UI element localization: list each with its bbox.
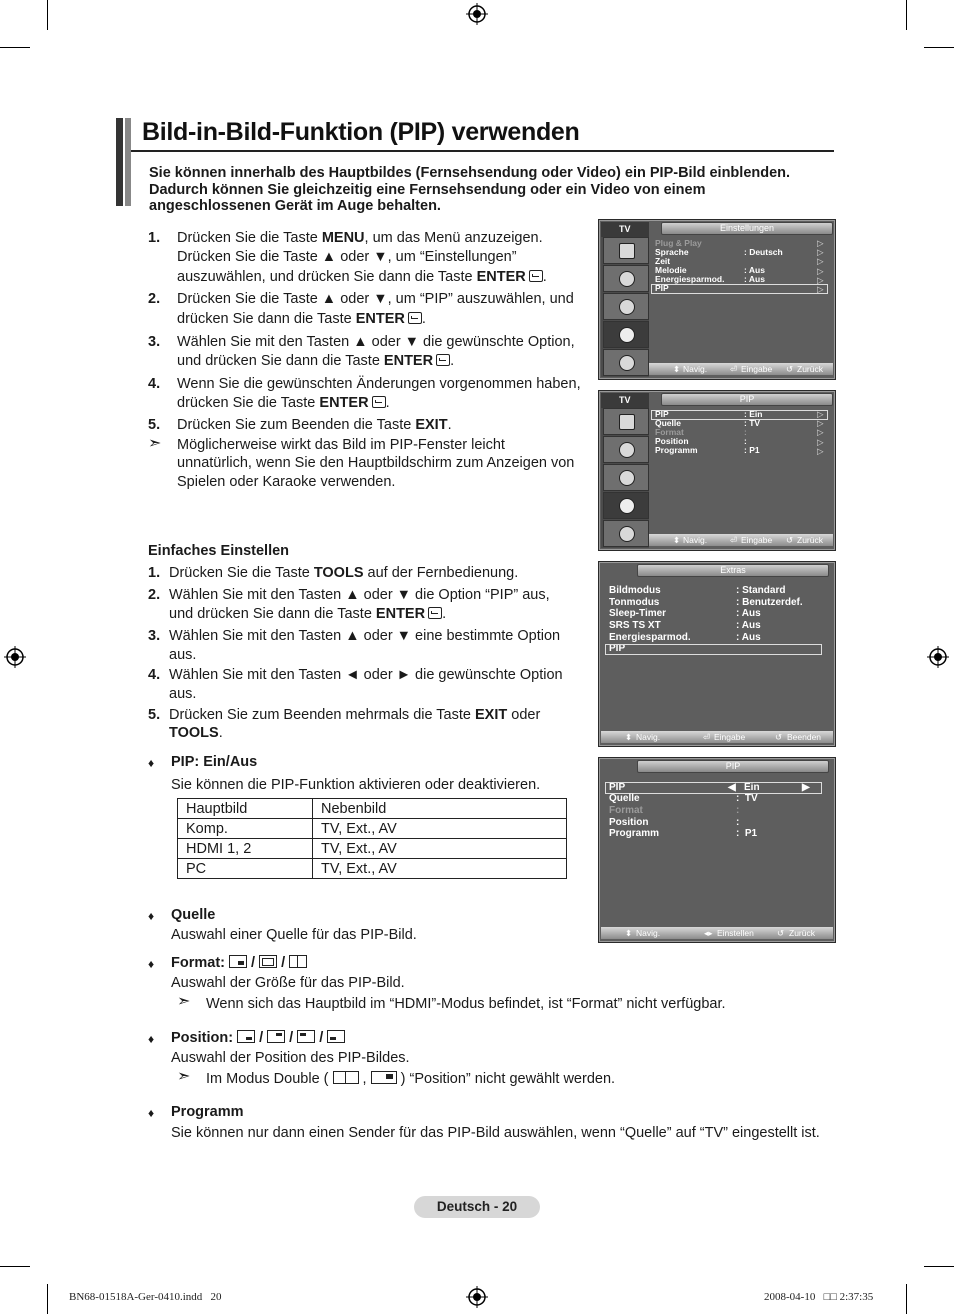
osd-row-value: : Aus — [736, 632, 761, 643]
quelle-text: Auswahl einer Quelle für das PIP-Bild. — [171, 927, 417, 943]
key-name: MENU — [321, 230, 365, 246]
osd-row-value: : Deutsch — [744, 247, 783, 257]
key-name: TOOLS — [169, 725, 219, 741]
osd-row-value: : Aus — [736, 608, 761, 619]
step-text: Drücken Sie die Taste — [177, 230, 322, 246]
input-menu-icon — [603, 349, 649, 376]
position-top-right-icon — [267, 1030, 285, 1043]
step-text: auf der Fernbedienung. — [363, 565, 519, 581]
registration-mark-icon — [466, 1286, 488, 1308]
osd-row-value: : Aus — [744, 265, 765, 275]
easy-step-5: 5. Drücken Sie zum Beenden mehrmals die Taste EXIT oder TOOLS. — [148, 707, 541, 741]
source-table — [177, 798, 567, 879]
osd-row-value: : — [744, 427, 747, 437]
format-heading: Format: / / — [171, 955, 307, 971]
step-text: Wählen Sie mit den Tasten ▲ oder ▼ die Option “PIP” aus, — [169, 587, 550, 603]
osd-row-value: : TV — [736, 793, 758, 804]
step-text: Wählen Sie mit den Tasten ▲ oder ▼ die gewünschte Option, — [177, 334, 575, 350]
print-slug-right: 2008-04-10 □□ 2:37:35 — [764, 1291, 874, 1303]
key-name: ENTER — [375, 606, 426, 622]
registration-mark-icon — [4, 646, 26, 668]
step-text: drücken Sie die Taste — [177, 395, 320, 411]
note-arrow-icon: ➣ — [148, 435, 162, 452]
key-name: TOOLS — [313, 565, 364, 581]
enter-icon: ⏎ — [730, 364, 738, 374]
osd-row-label: Sprache — [655, 247, 689, 257]
registration-mark-icon — [927, 646, 949, 668]
osd-row-value: : P1 — [744, 445, 760, 455]
osd-row-label: Quelle — [609, 793, 640, 804]
osd-header: PIP — [637, 760, 829, 773]
step-number: 5. — [148, 417, 161, 433]
step-text: , um das Menü anzuzeigen. — [364, 230, 543, 246]
return-icon: ↺ — [775, 732, 783, 742]
osd-row-value: : — [736, 817, 740, 828]
step-number: 1. — [148, 565, 161, 581]
osd-row — [655, 445, 760, 456]
osd-row-label: PIP — [609, 782, 626, 793]
table-cell: PC — [178, 859, 313, 879]
easy-step-4 — [148, 666, 588, 706]
osd-footer-back: Beenden — [787, 732, 822, 742]
programm-text: Sie können nur dann einen Sender für das PIP-Bild auswählen, wenn “Quelle” auf “TV” eingestellt ist. — [171, 1125, 820, 1141]
easy-step-1 — [148, 564, 588, 584]
left-right-icon: ◂▸ — [704, 928, 713, 938]
setup-menu-icon — [603, 492, 649, 519]
step-2: 2. Drücken Sie die Taste ▲ oder ▼, um “PIP” auszuwählen, und drücken Sie dann die Taste ENTER . — [148, 291, 574, 327]
double-mode-icon — [371, 1071, 397, 1084]
position-top-left-icon — [297, 1030, 315, 1043]
note-arrow-icon: ➣ — [177, 993, 191, 1010]
table-cell: Komp. — [178, 819, 313, 839]
step-5 — [148, 416, 588, 436]
nav-icon: ⬍ — [673, 364, 681, 374]
osd-row-label: PIP — [609, 643, 626, 654]
step-text: auszuwählen, und drücken Sie dann die Taste — [177, 269, 477, 285]
nav-icon: ⬍ — [625, 928, 633, 938]
osd-footer-back: Zurück — [789, 928, 815, 938]
osd-pip-menu — [598, 390, 836, 551]
step-text: Wählen Sie mit den Tasten ◄ oder ► die gewünschte Option — [169, 667, 563, 683]
osd-row-label: Programm — [655, 445, 698, 455]
channel-menu-icon — [603, 464, 649, 491]
osd-footer — [649, 534, 833, 546]
title-rule — [131, 150, 834, 152]
step-text: Drücken Sie die Taste — [169, 565, 314, 581]
table-cell: TV, Ext., AV — [313, 819, 567, 839]
osd-row — [609, 620, 761, 632]
note-1 — [148, 436, 593, 496]
picture-menu-icon — [603, 237, 649, 264]
step-text: aus. — [169, 686, 197, 702]
osd-footer-enter: Einstellen — [717, 928, 754, 938]
right-arrow-icon: ▶ — [802, 782, 810, 793]
osd-row-label: Melodie — [655, 265, 687, 275]
osd-footer-nav: Navig. — [683, 364, 708, 374]
note-text: Möglicherweise wirkt das Bild im PIP-Fenster leicht — [177, 437, 505, 453]
bullet-icon: ♦ — [148, 1106, 155, 1120]
osd-row — [609, 632, 761, 644]
osd-row-value: : — [744, 436, 747, 446]
enter-icon — [529, 270, 543, 282]
programm-heading: Programm — [171, 1104, 244, 1120]
note-arrow-icon: ➣ — [177, 1068, 191, 1085]
key-name: ENTER — [383, 353, 434, 369]
step-text: Drücken Sie die Taste ▲ oder ▼, um “Einstellungen” — [177, 249, 517, 265]
key-name: EXIT — [415, 417, 448, 433]
osd-footer — [601, 927, 833, 939]
osd-row-value: : Benutzerdef. — [736, 597, 803, 608]
position-label: Position: — [171, 1030, 234, 1046]
note-text: Spielen oder Karaoke verwenden. — [177, 474, 396, 490]
osd-selection-box — [605, 644, 822, 655]
osd-row-label: Energiesparmod. — [609, 632, 691, 643]
osd-row — [609, 817, 740, 829]
osd-row-value: : Aus — [736, 620, 761, 631]
enter-icon: ⏎ — [703, 732, 711, 742]
step-text: Drücken Sie zum Beenden mehrmals die Taste — [169, 707, 475, 723]
crop-mark — [47, 0, 48, 30]
osd-footer — [649, 363, 833, 375]
note-text: unnatürlich, wenn Sie den Hauptbildschirm zum Anzeigen von — [177, 455, 575, 471]
table-row — [178, 799, 567, 819]
osd-row — [609, 597, 803, 609]
osd-arrows: ▷ ▷ ▷ ▷ ▷ ▷ — [817, 238, 824, 295]
step-number: 3. — [148, 334, 161, 350]
format-wide-icon — [259, 955, 277, 968]
step-3: 3. Wählen Sie mit den Tasten ▲ oder ▼ die gewünschte Option, und drücken Sie dann die Taste ENTER . — [148, 334, 575, 369]
page-title: Bild-in-Bild-Funktion (PIP) verwenden — [142, 118, 580, 146]
osd-row-label: Plug & Play — [655, 238, 702, 248]
step-text: Wählen Sie mit den Tasten ▲ oder ▼ eine bestimmte Option — [169, 628, 561, 644]
channel-menu-icon — [603, 293, 649, 320]
osd-footer-enter: Eingabe — [714, 732, 746, 742]
sound-menu-icon — [603, 436, 649, 463]
osd-footer-back: Zurück — [797, 364, 823, 374]
osd-arrows: ▷ ▷ ▷ ▷ ▷ — [817, 409, 824, 456]
osd-footer-nav: Navig. — [683, 535, 708, 545]
table-row — [178, 819, 567, 839]
registration-mark-icon — [466, 3, 488, 25]
key-name: ENTER — [476, 269, 526, 285]
osd-settings-menu — [598, 219, 836, 380]
step-text: und drücken Sie dann die Taste — [177, 353, 384, 369]
format-text: Auswahl der Größe für das PIP-Bild. — [171, 975, 405, 991]
osd-row-value: : — [736, 805, 740, 816]
step-1: 1. Drücken Sie die Taste MENU, um das Menü anzuzeigen. Drücken Sie die Taste ▲ oder ▼, um “Einstellungen” auszuwählen, und drücken Sie dann die Taste ENTER . — [148, 230, 547, 285]
osd-row — [609, 608, 761, 620]
bullet-icon: ♦ — [148, 957, 155, 971]
title-bar-accent — [125, 118, 131, 206]
osd-row — [609, 793, 758, 805]
step-number: 2. — [148, 587, 161, 603]
osd-row-label: PIP — [655, 283, 669, 293]
osd-row-label: Quelle — [655, 418, 681, 428]
crop-mark — [0, 47, 30, 48]
title-bar-accent — [116, 118, 123, 206]
osd-row-label: Energiesparmod. — [655, 274, 725, 284]
osd-row-label: PIP — [655, 409, 669, 419]
osd-row-value: : P1 — [736, 828, 758, 839]
nav-icon: ⬍ — [625, 732, 633, 742]
step-number: 4. — [148, 667, 161, 683]
position-bottom-left-icon — [327, 1030, 345, 1043]
enter-icon — [408, 312, 422, 324]
step-number: 1. — [148, 230, 161, 246]
quelle-heading: Quelle — [171, 907, 216, 923]
step-text: Wenn Sie die gewünschten Änderungen vorgenommen haben, — [177, 376, 581, 392]
picture-menu-icon — [603, 408, 649, 435]
osd-tv-label: TV — [601, 222, 649, 237]
osd-footer-nav: Navig. — [636, 732, 661, 742]
intro-text: Sie können innerhalb des Hauptbildes (Fernsehsendung oder Video) ein PIP-Bild einblenden. Dadurch können Sie gleichzeitig eine Fernsehsendung oder ein Video von einem angeschlossenen Gerät im Auge behalten. — [149, 165, 791, 214]
note-text: Im Modus Double ( — [206, 1071, 329, 1087]
osd-row-value: : Standard — [736, 585, 786, 596]
step-number: 3. — [148, 628, 161, 644]
osd-header: Einstellungen — [661, 222, 833, 235]
easy-settings-heading: Einfaches Einstellen — [148, 543, 290, 559]
crop-mark — [924, 47, 954, 48]
osd-row-label: Programm — [609, 828, 660, 839]
step-text: oder — [507, 707, 541, 723]
osd-row-label: Bildmodus — [609, 585, 661, 596]
osd-extras-menu — [598, 561, 836, 747]
key-name: ENTER — [319, 395, 369, 411]
enter-icon — [372, 396, 386, 408]
key-name: EXIT — [475, 707, 508, 723]
osd-footer-nav: Navig. — [636, 928, 661, 938]
enter-icon: ⏎ — [730, 535, 738, 545]
osd-pip-tools-menu — [598, 757, 836, 943]
osd-row-value: Ein — [744, 782, 760, 793]
table-cell: TV, Ext., AV — [313, 859, 567, 879]
format-split-icon — [289, 955, 307, 968]
crop-mark — [924, 1266, 954, 1267]
osd-selection-box — [651, 284, 828, 294]
osd-footer-enter: Eingabe — [741, 364, 773, 374]
osd-row-label: Position — [609, 817, 649, 828]
table-cell: TV, Ext., AV — [313, 839, 567, 859]
pip-onoff-text: Sie können die PIP-Funktion aktivieren oder deaktivieren. — [171, 777, 541, 793]
double-mode-icon — [333, 1071, 359, 1084]
setup-menu-icon — [603, 321, 649, 348]
bullet-icon: ♦ — [148, 756, 155, 770]
bullet-icon: ♦ — [148, 1032, 155, 1046]
step-text: Drücken Sie zum Beenden die Taste — [177, 417, 416, 433]
step-text: . — [447, 417, 452, 433]
easy-step-2: 2. Wählen Sie mit den Tasten ▲ oder ▼ die Option “PIP” aus, und drücken Sie dann die Taste ENTER . — [148, 587, 550, 622]
position-text: Auswahl der Position des PIP-Bildes. — [171, 1050, 410, 1066]
osd-row — [609, 585, 786, 597]
format-small-icon — [229, 955, 247, 968]
osd-row-label: Format — [609, 805, 643, 816]
sound-menu-icon — [603, 265, 649, 292]
osd-row-label: Format — [655, 427, 684, 437]
osd-footer-enter: Eingabe — [741, 535, 773, 545]
osd-row-label: Zeit — [655, 256, 671, 266]
nav-icon: ⬍ — [673, 535, 681, 545]
format-note: Wenn sich das Hauptbild im “HDMI”-Modus befindet, ist “Format” nicht verfügbar. — [206, 996, 726, 1012]
left-arrow-icon: ◀ — [728, 782, 736, 793]
osd-footer — [601, 731, 833, 743]
note-text: ) “Position” nicht gewählt werden. — [400, 1071, 616, 1087]
step-text: Drücken Sie die Taste ▲ oder ▼, um “PIP” auszuwählen, und — [177, 291, 574, 307]
table-cell: HDMI 1, 2 — [178, 839, 313, 859]
step-number: 5. — [148, 707, 161, 723]
osd-row — [609, 828, 758, 840]
step-number: 2. — [148, 291, 161, 307]
position-heading: Position: / / / — [171, 1030, 345, 1046]
bullet-icon: ♦ — [148, 909, 155, 923]
step-text: aus. — [169, 647, 197, 663]
crop-mark — [47, 1284, 48, 1314]
table-cell: Hauptbild — [178, 799, 313, 819]
crop-mark — [906, 0, 907, 30]
step-text: drücken Sie dann die Taste — [177, 311, 356, 327]
print-slug-left: BN68-01518A-Ger-0410.indd 20 — [69, 1291, 222, 1303]
step-number: 4. — [148, 376, 161, 392]
osd-row-label: Sleep-Timer — [609, 608, 667, 619]
position-bottom-right-icon — [237, 1030, 255, 1043]
osd-row-label: SRS TS XT — [609, 620, 661, 631]
page-number-badge: Deutsch - 20 — [414, 1196, 540, 1218]
position-note: Im Modus Double ( , ) “Position” nicht gewählt werden. — [206, 1071, 616, 1087]
osd-row-value: : Ein — [744, 409, 763, 419]
crop-mark — [0, 1266, 30, 1267]
key-name: ENTER — [355, 311, 405, 327]
osd-header: PIP — [661, 393, 833, 406]
osd-row-value: : Aus — [744, 274, 765, 284]
table-cell: Nebenbild — [313, 799, 567, 819]
return-icon: ↺ — [786, 535, 794, 545]
return-icon: ↺ — [786, 364, 794, 374]
osd-tv-label: TV — [601, 393, 649, 408]
return-icon: ↺ — [777, 928, 785, 938]
step-4: 4. Wenn Sie die gewünschten Änderungen vorgenommen haben, drücken Sie die Taste ENTER . — [148, 376, 581, 411]
osd-row-label: Position — [655, 436, 689, 446]
input-menu-icon — [603, 520, 649, 547]
crop-mark — [906, 1284, 907, 1314]
table-row — [178, 859, 567, 879]
step-text: und drücken Sie dann die Taste — [169, 606, 376, 622]
table-row — [178, 839, 567, 859]
easy-step-3 — [148, 627, 588, 667]
pip-onoff-heading: PIP: Ein/Aus — [171, 754, 258, 770]
osd-row-value: : TV — [744, 418, 761, 428]
enter-icon — [436, 354, 450, 366]
osd-row-label: Tonmodus — [609, 597, 660, 608]
osd-row — [609, 805, 740, 817]
enter-icon — [428, 607, 442, 619]
osd-header: Extras — [637, 564, 829, 577]
format-label: Format: — [171, 955, 225, 971]
osd-footer-back: Zurück — [797, 535, 823, 545]
